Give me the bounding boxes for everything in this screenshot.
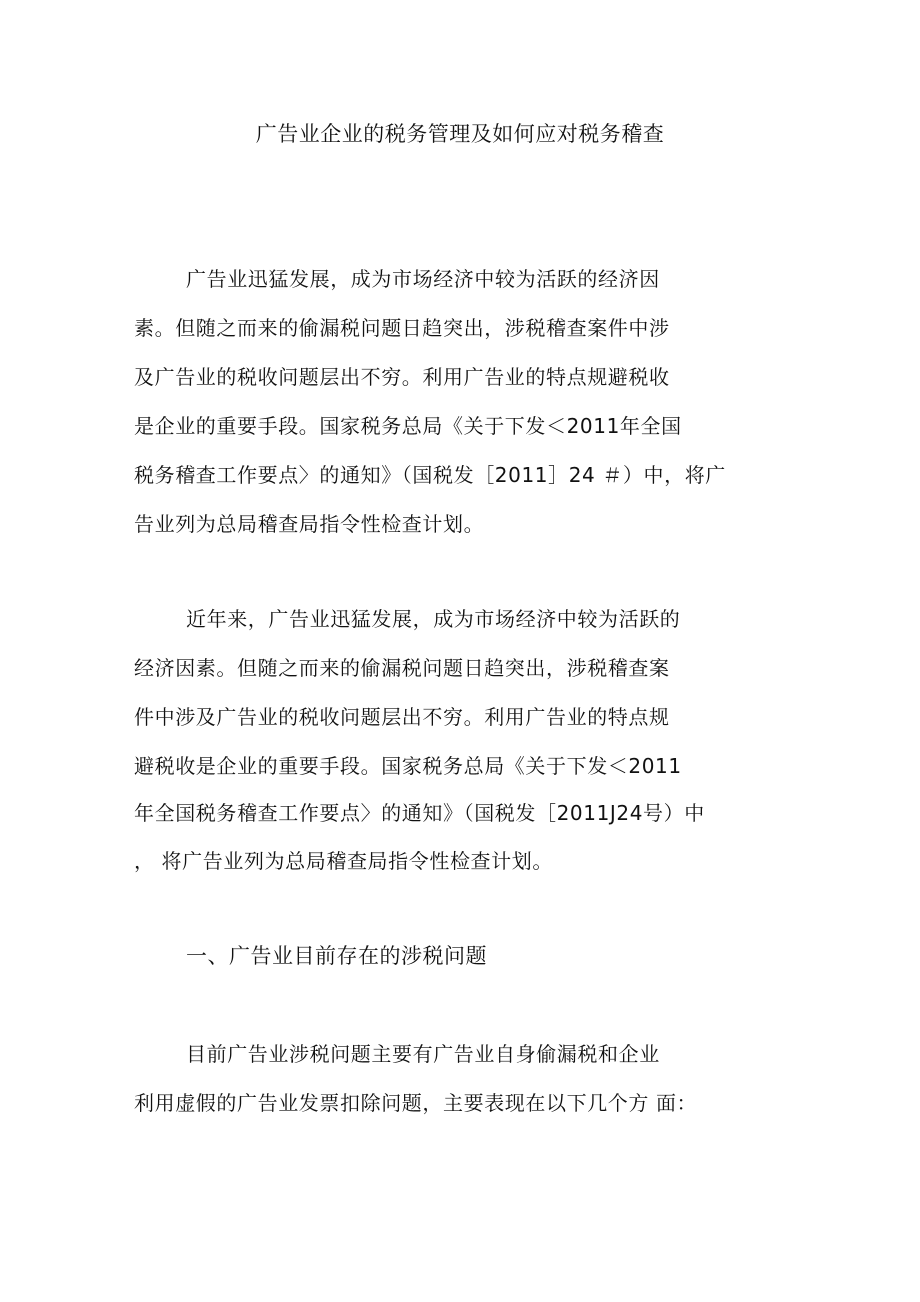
paragraph-2-line-1: 近年来，广告业迅猛发展，成为市场经济中较为活跃的 bbox=[186, 607, 681, 631]
paragraph-2-line-2: 经济因素。但随之而来的偷漏税问题日趋突出，涉税稽查案 bbox=[134, 656, 670, 680]
paragraph-1-line-2: 素。但随之而来的偷漏税问题日趋突出，涉税稽查案件中涉 bbox=[134, 316, 670, 340]
paragraph-2-line-3: 件中涉及广告业的税收问题层出不穷。利用广告业的特点规 bbox=[134, 705, 670, 729]
paragraph-1-line-5: 税务稽查工作要点〉的通知》（国税发［2011］24 ＃）中，将广 bbox=[134, 463, 726, 487]
section-1-heading: 一、广告业目前存在的涉税问题 bbox=[186, 944, 487, 968]
paragraph-1-line-6: 告业列为总局稽查局指令性检查计划。 bbox=[134, 512, 485, 536]
paragraph-1-line-3: 及广告业的税收问题层出不穷。利用广告业的特点规避税收 bbox=[134, 365, 670, 389]
paragraph-2-line-4: 避税收是企业的重要手段。国家税务总局《关于下发＜2011 bbox=[134, 754, 682, 778]
paragraph-1-line-1: 广告业迅猛发展，成为市场经济中较为活跃的经济因 bbox=[186, 267, 660, 291]
paragraph-3-line-1: 目前广告业涉税问题主要有广告业自身偷漏税和企业 bbox=[186, 1042, 660, 1066]
paragraph-2-line-5: 年全国税务稽查工作要点〉的通知》（国税发［2011J24号）中 bbox=[134, 801, 705, 825]
paragraph-1-line-4: 是企业的重要手段。国家税务总局《关于下发＜2011年全国 bbox=[134, 414, 682, 438]
paragraph-2-line-6: ， 将广告业列为总局稽查局指令性检查计划。 bbox=[134, 849, 553, 873]
document-title: 广告业企业的税务管理及如何应对税务稽查 bbox=[255, 122, 665, 146]
paragraph-3-line-2: 利用虚假的广告业发票扣除问题，主要表现在以下几个方 面： bbox=[134, 1091, 698, 1115]
